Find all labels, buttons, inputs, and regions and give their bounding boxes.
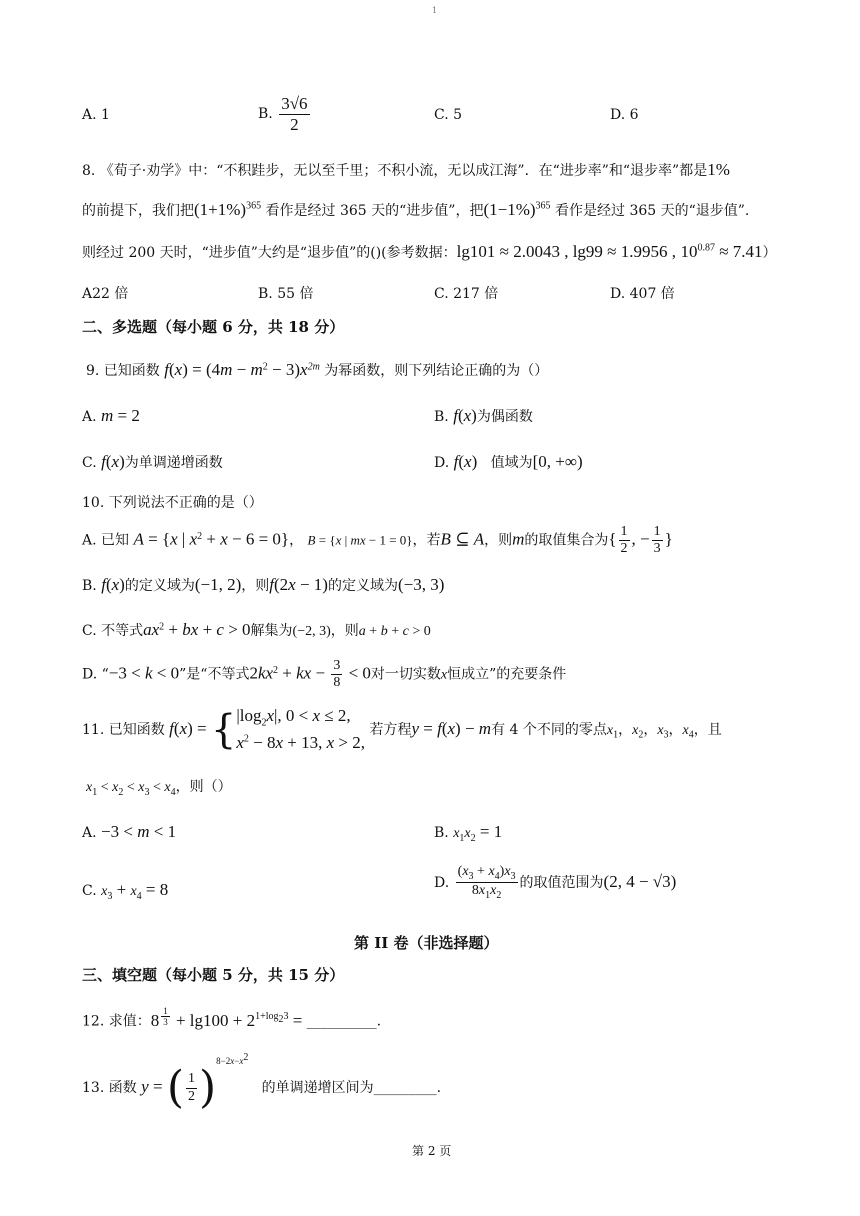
q11-stem-cont: $x_1 < x_2 < x_3 < x_4$，则（） — [86, 779, 232, 798]
q8-line-3: 则经过 200 天时，“进步值”大约是“退步值”的()(参考数据：lg101 ≈ 2.0043 , lg99 ≈ 1.9956 , $10^{0.87} \approx 7.41$） — [82, 242, 777, 261]
q7-option-c: C. 5 — [434, 107, 463, 123]
q11-option-a: A. −3 < m < 1 — [82, 822, 177, 841]
section-2-title: 二、多选题（每小题 6 分，共 18 分） — [82, 318, 345, 336]
q7-option-a: A. 1 — [82, 107, 110, 123]
q11-stem: 11. 已知函数 f(x) = { $|\log_2x|$, 0 < x ≤ 2, $x^2 - 8x + 13$, x > 2, 若方程y = f(x) − m有 4 个不同的零点$x_1$，$x_2$，$x_3$，$x_4$，且 — [82, 706, 722, 753]
q8-option-d: D. 407 倍 — [610, 286, 675, 302]
q13: 13. 函数 y = ( $\frac{1}{2}$ )$^{8-2x-x^2}$ 的单调递增区间为_________. — [82, 1052, 442, 1113]
q9-stem: 9. 已知函数 $f(x) = (4m - m^2 - 3)x^{2m}$ 为幂函数，则下列结论正确的为（） — [86, 360, 549, 379]
q8-option-c: C. 217 倍 — [434, 286, 499, 302]
part-2-title: 第 II 卷（非选择题） — [354, 934, 499, 952]
q9-option-c: C. f(x)为单调递增函数 — [82, 452, 223, 471]
q12: 12. 求值：8 $^{\frac{1}{3}}$ + $\lg 100 + 2^{1+log_23}$ = __________. — [82, 1006, 382, 1030]
q7-option-b: B. $\frac{3√6}{2}$ — [258, 94, 308, 134]
q10-option-c: C. 不等式$ax^2$ + bx + c > 0解集为(−2, 3)，则a + b + c > 0 — [82, 620, 431, 639]
q8-option-b: B. 55 倍 — [258, 286, 314, 302]
q11-option-c: C. $x_3 + x_4 = 8$ — [82, 880, 169, 902]
q10-stem: 10. 下列说法不正确的是（） — [82, 495, 263, 511]
q11-option-b: B. $x_1x_2 = 1$ — [434, 822, 503, 844]
header-mark: 1 — [432, 6, 438, 15]
q11-option-d: D. $\frac{(x_3 + x_4)x_3}{8x_1x_2}$ 的取值范围为(2, 4 − √3) — [434, 864, 677, 902]
q9-option-d: D. f(x) 值域为[0, +∞) — [434, 452, 583, 471]
q10-option-b: B. f(x)的定义域为(−1, 2)，则f(2x − 1)的定义域为(−3, 3) — [82, 575, 445, 594]
page-footer: 第 2 页 — [412, 1144, 452, 1158]
q8-line-2: 的前提下，我们把$(1+1\%)^{365}$ 看作是经过 365 天的“进步值”，把$(1-1\%)^{365}$ 看作是经过 365 天的“退步值”. — [82, 200, 750, 219]
q10-option-a: A. 已知 A = {x | $x^2 + x - 6 = 0$}， B = {x | mx − 1 = 0}，若B ⊆ A，则m的取值集合为{ $\frac{1}{2}$ , − $\frac{1}{3}$ } — [82, 524, 673, 557]
q8-option-a: A22 倍 — [82, 286, 129, 302]
q9-option-b: B. f(x)为偶函数 — [434, 406, 533, 425]
q7-option-d: D. 6 — [610, 107, 639, 123]
q10-option-d: D. “−3 < k < 0”是“不等式$2kx^2$ + kx − $\frac{3}{8}$ < 0对一切实数x恒成立”的充要条件 — [82, 658, 567, 691]
q8-line-1: 8. 《荀子·劝学》中：“不积跬步，无以至千里；不积小流，无以成江海”．在“进步率”和“退步率”都是1% — [82, 160, 730, 179]
section-3-title: 三、填空题（每小题 5 分，共 15 分） — [82, 966, 345, 984]
q9-option-a: A. m = 2 — [82, 406, 140, 425]
